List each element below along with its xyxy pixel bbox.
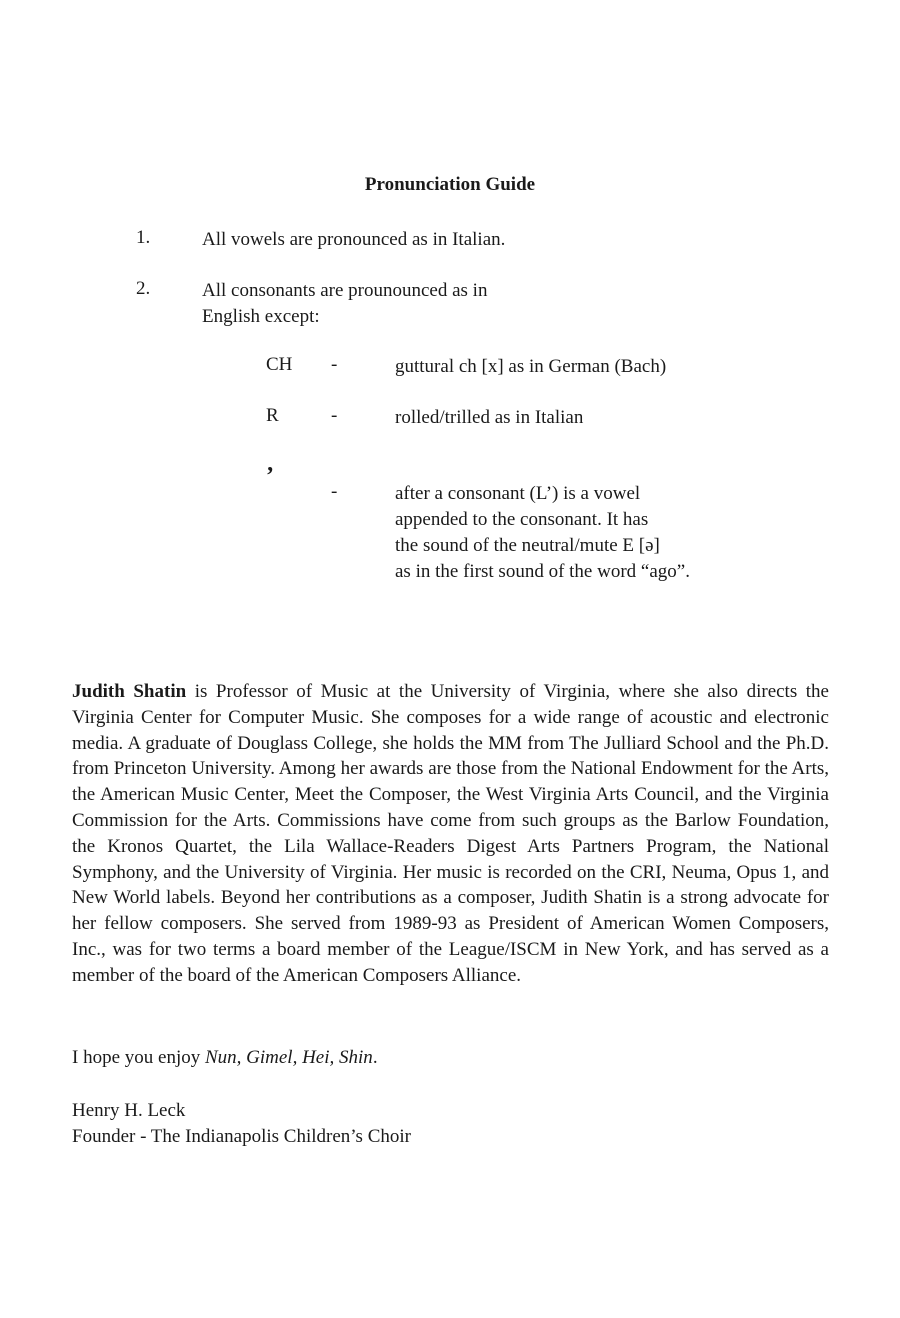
rule-symbol: CH — [266, 354, 293, 375]
list-item-text: All vowels are pronounced as in Italian. — [202, 229, 506, 250]
closing-line — [72, 1047, 378, 1069]
rule-description-line: the sound of the neutral/mute E [ə] — [395, 535, 660, 556]
work-title: Nun, Gimel, Hei, Shin — [204, 1047, 373, 1068]
list-number: 2. — [136, 278, 151, 299]
biography-text: is Professor of Music at the University of Virginia, where she also directs the Virginia Center for Computer Music. She composes for a wide range of acoustic and electronic media. A graduate of Douglass College, she holds the MM from The Julliard School and the Ph.D. from Princeton University. Among her awards are those from the National Endowment for the Arts, the American Music Center, Meet the Composer, the West Virginia Arts Council, and the Virginia Commission for the Arts. Commissions have come from such groups as the Barlow Foundation, the Kronos Quartet, the Lila Wallace-Readers Digest Arts Partners Program, the National Symphony, and the University of Virginia. Her music is recorded on the CRI, Neuma, Opus 1, and New World labels. Beyond her contributions as a composer, Judith Shatin is a strong advocate for her fellow composers. She served from 1989-93 as President of American Women Composers, Inc., was for two terms a board member of the League/ISCM in New York, and has served as a member of the board of the American Composers Alliance. — [72, 681, 829, 986]
rule-description: guttural ch [x] as in German (Bach) — [395, 356, 667, 377]
composer-name: Judith Shatin — [72, 681, 187, 702]
closing-prefix: I hope you enjoy — [72, 1047, 205, 1068]
list-number: 1. — [136, 227, 151, 248]
signature-name: Henry H. Leck — [72, 1100, 186, 1121]
rule-dash: - — [331, 354, 338, 375]
rule-dash: - — [331, 405, 338, 426]
rule-description: rolled/trilled as in Italian — [395, 407, 584, 428]
composer-biography — [72, 679, 829, 989]
rule-dash: - — [331, 481, 338, 502]
list-item-line: English except: — [202, 306, 320, 327]
rule-description-line: after a consonant (L’) is a vowel — [395, 483, 641, 504]
signature-role: Founder - The Indianapolis Children’s Choir — [72, 1126, 411, 1147]
list-item-text — [202, 278, 487, 330]
list-item-line: All consonants are prounounced as in — [202, 280, 488, 301]
rule-description-line: appended to the consonant. It has — [395, 509, 649, 530]
page-title: Pronunciation Guide — [364, 174, 536, 195]
rule-description — [395, 481, 690, 585]
rule-description-line: as in the first sound of the word “ago”. — [395, 561, 690, 582]
rule-symbol: ’ — [266, 463, 274, 489]
closing-suffix: . — [372, 1047, 378, 1068]
rule-symbol: R — [266, 405, 279, 426]
